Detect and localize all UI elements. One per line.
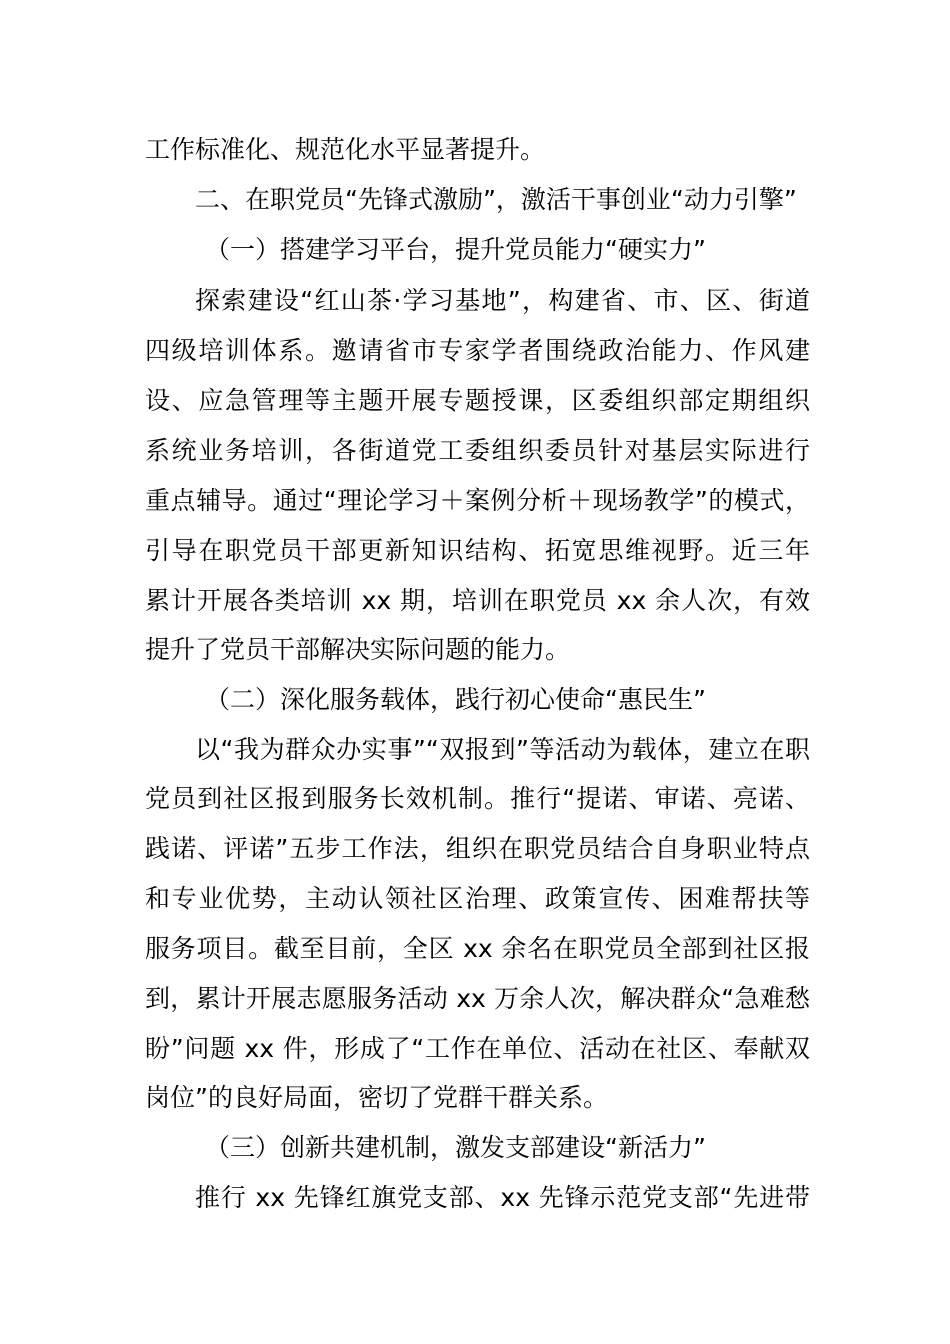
body-line: 探索建设“红山茶·学习基地”，构建省、市、区、街道 <box>195 286 810 315</box>
subsection-heading: （三）创新共建机制，激发支部建设“新活力” <box>205 1133 706 1162</box>
body-line: 重点辅导。通过“理论学习＋案例分析＋现场教学”的模式， <box>145 486 810 515</box>
body-line: 以“我为群众办实事”“双报到”等活动为载体，建立在职 <box>195 735 810 764</box>
body-line: 盼”问题 xx 件，形成了“工作在单位、活动在社区、奉献双 <box>145 1034 810 1063</box>
subsection-heading: （一）搭建学习平台，提升党员能力“硬实力” <box>205 235 706 264</box>
body-line: 服务项目。截至目前，全区 xx 余名在职党员全部到社区报 <box>145 934 810 963</box>
body-line: 和专业优势，主动认领社区治理、政策宣传、困难帮扶等 <box>145 884 810 913</box>
body-line: 引导在职党员干部更新知识结构、拓宽思维视野。近三年 <box>145 536 810 565</box>
body-line: 设、应急管理等主题开展专题授课，区委组织部定期组织 <box>145 386 810 415</box>
body-line: 推行 xx 先锋红旗党支部、xx 先锋示范党支部“先进带 <box>195 1183 810 1212</box>
body-line: 到，累计开展志愿服务活动 xx 万余人次，解决群众“急难愁 <box>145 984 810 1013</box>
body-line: 岗位”的良好局面，密切了党群干群关系。 <box>145 1083 608 1112</box>
body-line: 工作标准化、规范化水平显著提升。 <box>145 135 546 164</box>
body-line: 党员到社区报到服务长效机制。推行“提诺、审诺、亮诺、 <box>145 784 810 813</box>
body-line: 提升了党员干部解决实际问题的能力。 <box>145 635 571 664</box>
section-heading: 二、在职党员“先锋式激励”，激活干事创业“动力引擎” <box>195 185 797 214</box>
body-line: 四级培训体系。邀请省市专家学者围绕政治能力、作风建 <box>145 336 810 365</box>
body-line: 系统业务培训，各街道党工委组织委员针对基层实际进行 <box>145 436 810 465</box>
body-line: 累计开展各类培训 xx 期，培训在职党员 xx 余人次，有效 <box>145 586 810 615</box>
subsection-heading: （二）深化服务载体，践行初心使命“惠民生” <box>205 685 706 714</box>
body-line: 践诺、评诺”五步工作法，组织在职党员结合自身职业特点 <box>145 834 810 863</box>
